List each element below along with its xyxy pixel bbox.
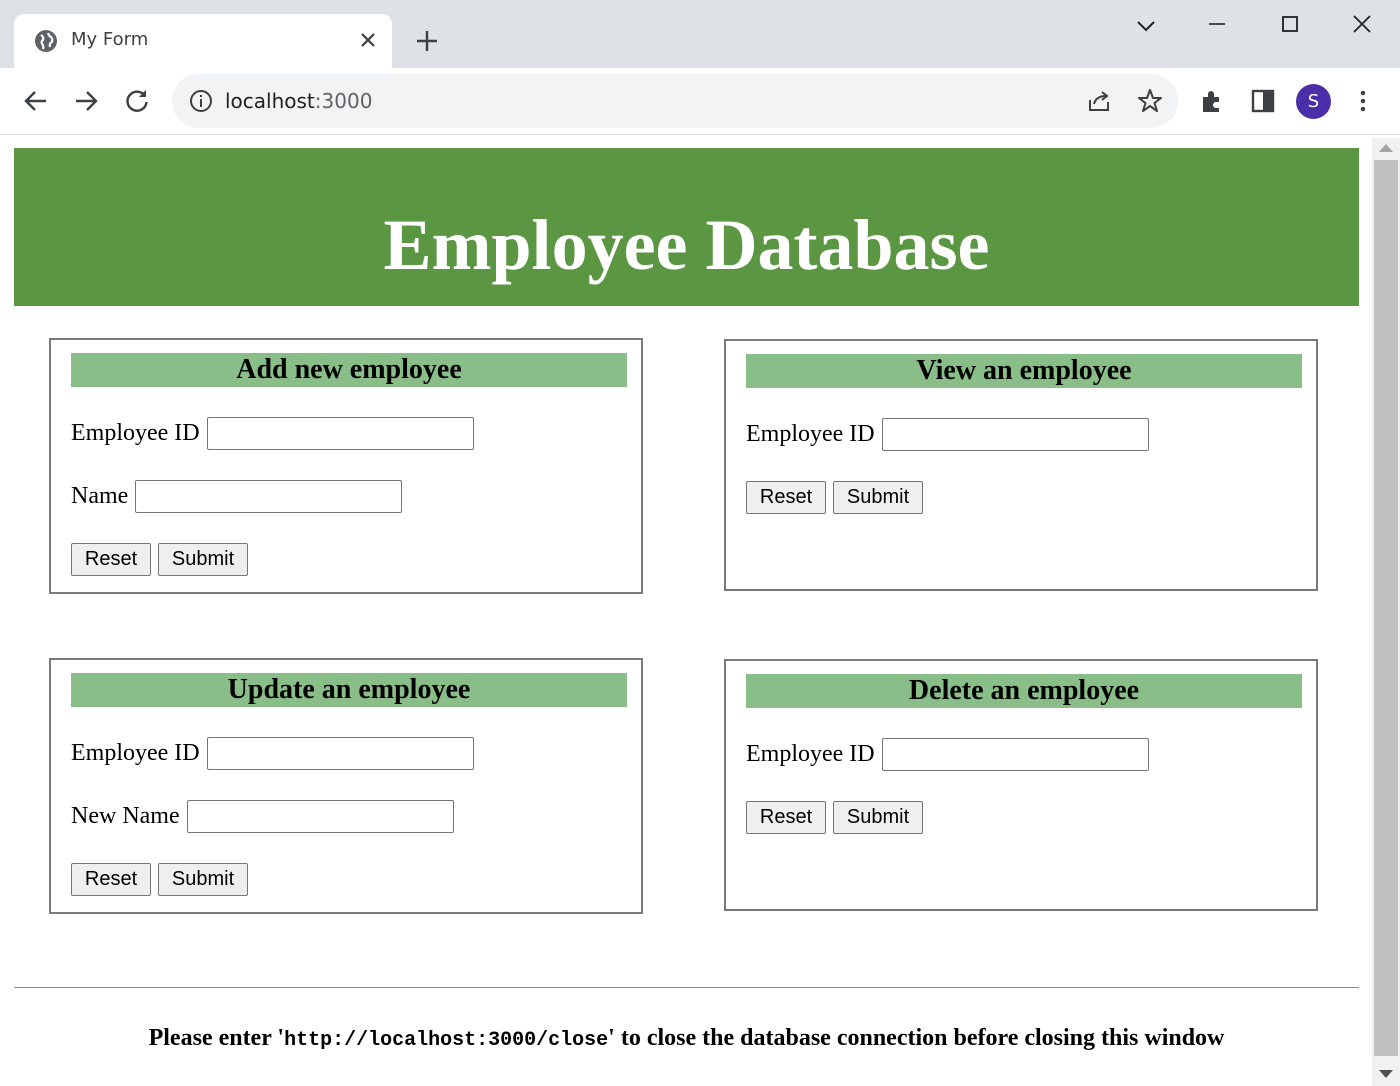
scroll-down-arrow-icon[interactable]	[1379, 1070, 1393, 1078]
view-employee-panel	[724, 339, 1318, 591]
side-panel-icon[interactable]	[1250, 88, 1276, 114]
url-text[interactable]: localhost:3000	[225, 89, 373, 113]
browser-toolbar	[0, 68, 1400, 135]
view-employee-id-input[interactable]	[882, 418, 1149, 451]
add-employee-panel	[49, 338, 643, 594]
new-tab-icon[interactable]	[414, 28, 440, 54]
scroll-thumb[interactable]	[1374, 160, 1398, 1056]
footer-note: Please enter 'http://localhost:3000/close' to close the database connection before closing this window	[148, 1025, 1225, 1052]
minimize-icon[interactable]	[1203, 12, 1231, 40]
update-reset-button[interactable]: Reset	[71, 863, 151, 896]
browser-titlebar	[0, 0, 1400, 68]
forward-arrow-icon[interactable]	[72, 87, 100, 115]
add-submit-button[interactable]: Submit	[158, 543, 248, 576]
add-name-input[interactable]	[135, 480, 402, 513]
page-scrollbar[interactable]	[1372, 138, 1400, 1086]
new-name-label: New Name	[71, 803, 180, 829]
page-banner	[14, 148, 1359, 306]
view-submit-button[interactable]: Submit	[833, 481, 923, 514]
delete-employee-id-input[interactable]	[882, 738, 1149, 771]
info-icon[interactable]	[189, 89, 213, 113]
more-vertical-icon[interactable]	[1350, 88, 1376, 114]
address-bar[interactable]	[172, 74, 1178, 128]
panel-title: View an employee	[746, 354, 1302, 388]
button-row	[71, 863, 248, 896]
employee-id-row	[71, 737, 474, 770]
maximize-icon[interactable]	[1276, 12, 1304, 40]
new-name-row	[71, 800, 454, 833]
close-icon[interactable]	[357, 29, 379, 51]
employee-id-row	[71, 417, 474, 450]
panel-title: Update an employee	[71, 673, 627, 707]
update-employee-panel	[49, 658, 643, 914]
update-new-name-input[interactable]	[187, 800, 454, 833]
scroll-up-arrow-icon[interactable]	[1379, 144, 1393, 152]
extensions-puzzle-icon[interactable]	[1199, 88, 1225, 114]
divider	[14, 987, 1359, 988]
back-arrow-icon[interactable]	[22, 87, 50, 115]
reload-icon[interactable]	[123, 87, 151, 115]
browser-tab[interactable]	[14, 14, 392, 68]
bookmark-star-icon[interactable]	[1137, 88, 1163, 114]
delete-reset-button[interactable]: Reset	[746, 801, 826, 834]
button-row	[746, 481, 923, 514]
window-close-icon[interactable]	[1348, 12, 1376, 40]
page-title: Employee Database	[383, 205, 990, 285]
employee-id-row	[746, 738, 1149, 771]
close-url-code: http://localhost:3000/close	[284, 1029, 609, 1052]
add-employee-id-input[interactable]	[207, 417, 474, 450]
name-label: Name	[71, 483, 129, 509]
employee-id-label: Employee ID	[746, 421, 875, 447]
employee-id-row	[746, 418, 1149, 451]
panel-title: Add new employee	[71, 353, 627, 387]
globe-icon	[34, 29, 58, 53]
update-employee-id-input[interactable]	[207, 737, 474, 770]
name-row	[71, 480, 402, 513]
share-icon[interactable]	[1086, 88, 1112, 114]
employee-id-label: Employee ID	[746, 741, 875, 767]
tab-title: My Form	[71, 29, 149, 50]
delete-employee-panel	[724, 659, 1318, 911]
add-reset-button[interactable]: Reset	[71, 543, 151, 576]
view-reset-button[interactable]: Reset	[746, 481, 826, 514]
employee-id-label: Employee ID	[71, 740, 200, 766]
button-row	[71, 543, 248, 576]
profile-avatar[interactable]: S	[1296, 84, 1331, 119]
button-row	[746, 801, 923, 834]
chevron-down-icon[interactable]	[1132, 12, 1160, 40]
delete-submit-button[interactable]: Submit	[833, 801, 923, 834]
panel-title: Delete an employee	[746, 674, 1302, 708]
update-submit-button[interactable]: Submit	[158, 863, 248, 896]
employee-id-label: Employee ID	[71, 420, 200, 446]
